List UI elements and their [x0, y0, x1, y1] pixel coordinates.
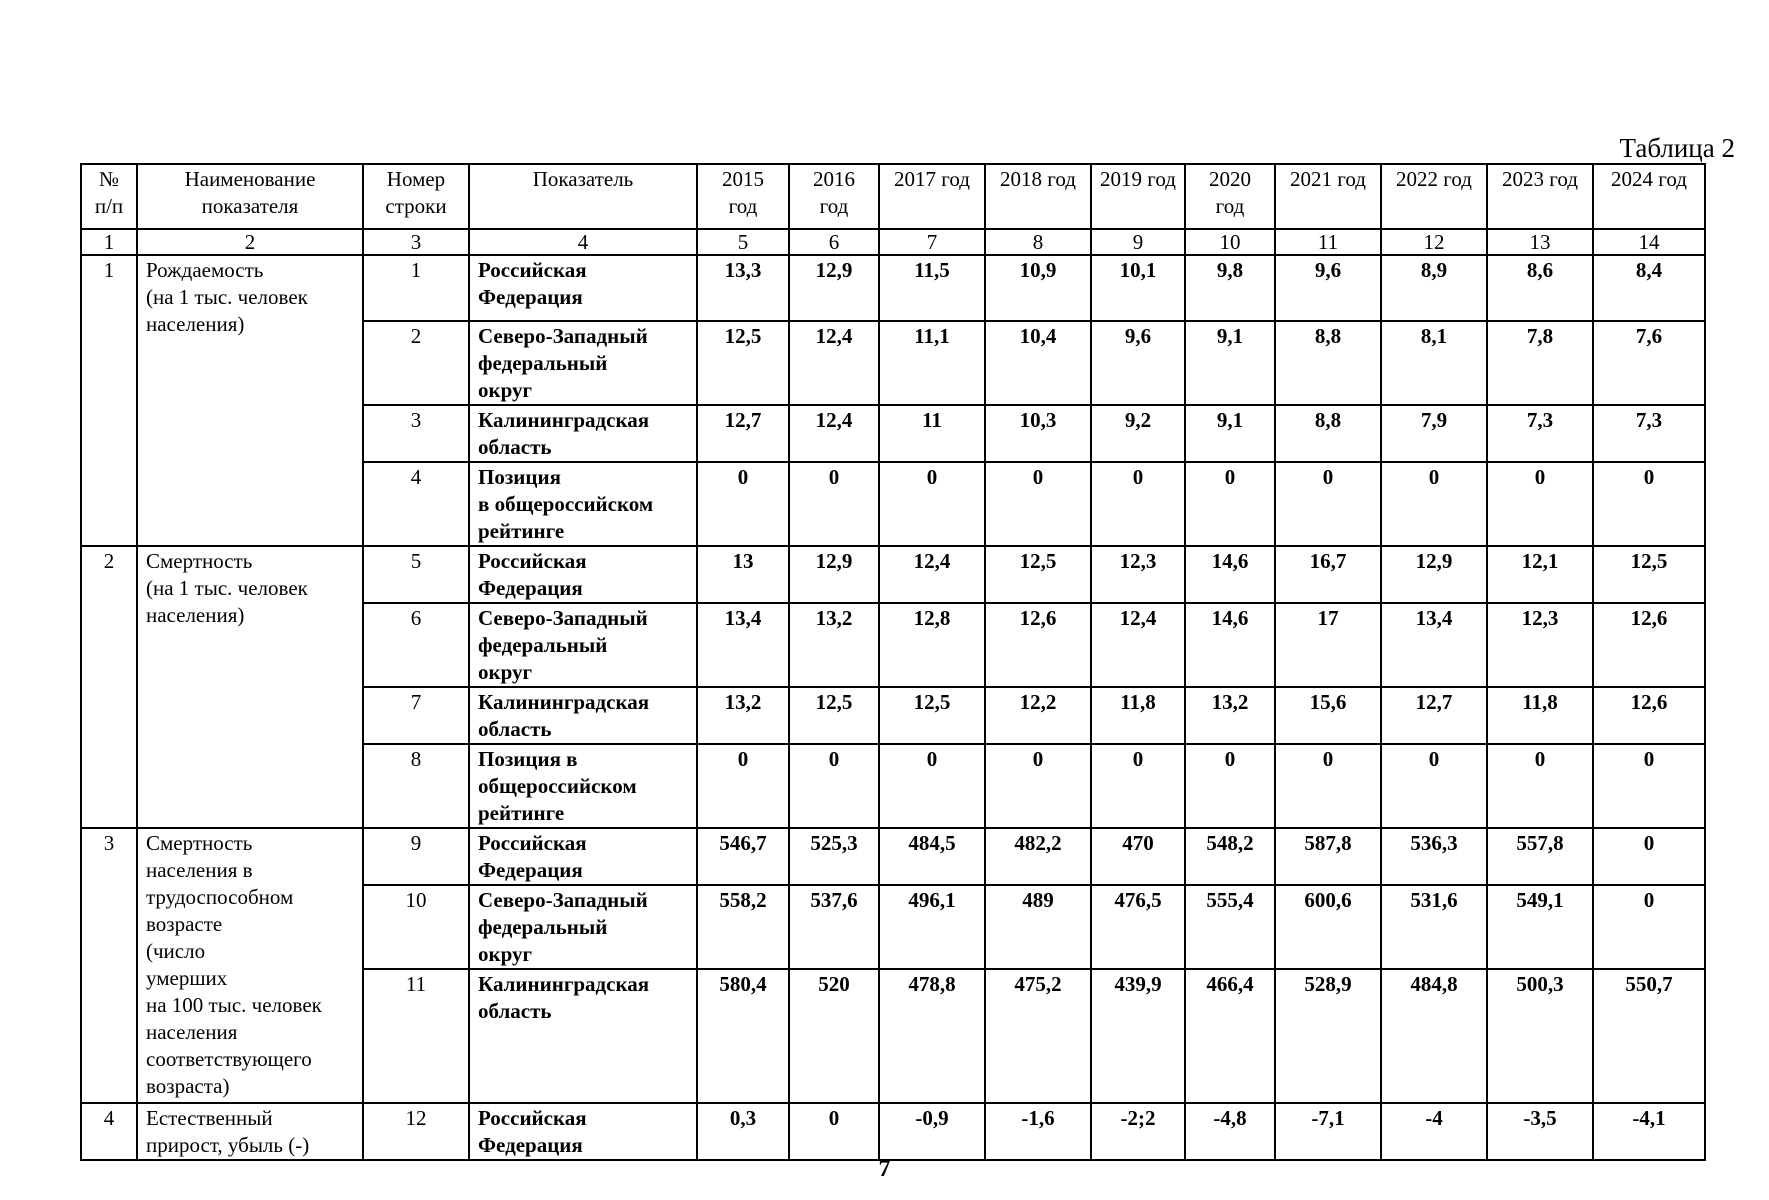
row-number-cell: 6: [363, 603, 469, 687]
group-number-cell: 3: [81, 828, 137, 1103]
row-number-cell: 11: [363, 969, 469, 1103]
value-cell: 9,6: [1091, 321, 1185, 405]
value-cell: 12,4: [1091, 603, 1185, 687]
value-cell: 0: [1487, 744, 1593, 828]
value-cell: 9,1: [1185, 405, 1275, 462]
value-cell: 0: [1185, 462, 1275, 546]
value-cell: 9,6: [1275, 255, 1381, 321]
header-row-number: Номер строки: [363, 164, 469, 229]
value-cell: 14,6: [1185, 603, 1275, 687]
value-cell: 11,8: [1091, 687, 1185, 744]
value-cell: 13,4: [697, 603, 789, 687]
indicator-name-cell: Естественный прирост, убыль (-): [137, 1103, 363, 1160]
value-cell: 12,6: [985, 603, 1091, 687]
page-number: 7: [878, 1156, 891, 1182]
header-name: Наименование показателя: [137, 164, 363, 229]
value-cell: 12,8: [879, 603, 985, 687]
value-cell: 11,5: [879, 255, 985, 321]
column-number: 6: [789, 229, 879, 255]
value-cell: 12,3: [1091, 546, 1185, 603]
column-number: 10: [1185, 229, 1275, 255]
value-cell: 12,6: [1593, 687, 1705, 744]
region-cell: Российская Федерация: [469, 255, 697, 321]
value-cell: 470: [1091, 828, 1185, 885]
value-cell: 13,2: [1185, 687, 1275, 744]
column-number: 8: [985, 229, 1091, 255]
value-cell: 0: [789, 744, 879, 828]
column-number: 13: [1487, 229, 1593, 255]
table-row: [81, 1103, 1705, 1160]
value-cell: 557,8: [1487, 828, 1593, 885]
value-cell: 11,8: [1487, 687, 1593, 744]
value-cell: 475,2: [985, 969, 1091, 1103]
value-cell: 484,8: [1381, 969, 1487, 1103]
region-cell: Российская Федерация: [469, 828, 697, 885]
value-cell: 13,4: [1381, 603, 1487, 687]
value-cell: 7,6: [1593, 321, 1705, 405]
value-cell: 0: [1593, 885, 1705, 969]
header-row: [81, 164, 1705, 229]
region-cell: Позиция в общероссийском рейтинге: [469, 744, 697, 828]
value-cell: 531,6: [1381, 885, 1487, 969]
row-number-cell: 3: [363, 405, 469, 462]
value-cell: 8,1: [1381, 321, 1487, 405]
header-year: 2022 год: [1381, 164, 1487, 229]
header-year: 2023 год: [1487, 164, 1593, 229]
value-cell: 12,3: [1487, 603, 1593, 687]
value-cell: 484,5: [879, 828, 985, 885]
value-cell: 12,7: [1381, 687, 1487, 744]
header-year: 2018 год: [985, 164, 1091, 229]
value-cell: 0: [985, 462, 1091, 546]
value-cell: 17: [1275, 603, 1381, 687]
value-cell: 0: [697, 744, 789, 828]
value-cell: 476,5: [1091, 885, 1185, 969]
value-cell: 8,8: [1275, 321, 1381, 405]
value-cell: 10,1: [1091, 255, 1185, 321]
value-cell: 9,1: [1185, 321, 1275, 405]
column-number: 3: [363, 229, 469, 255]
row-number-cell: 10: [363, 885, 469, 969]
value-cell: 600,6: [1275, 885, 1381, 969]
header-year: 2015 год: [697, 164, 789, 229]
value-cell: 7,3: [1593, 405, 1705, 462]
indicator-name-cell: Рождаемость (на 1 тыс. человек населения): [137, 255, 363, 546]
header-indicator: Показатель: [469, 164, 697, 229]
value-cell: 0: [1487, 462, 1593, 546]
value-cell: 0: [1091, 462, 1185, 546]
value-cell: 0: [1091, 744, 1185, 828]
value-cell: 0: [789, 462, 879, 546]
value-cell: 0: [1381, 744, 1487, 828]
value-cell: 7,9: [1381, 405, 1487, 462]
value-cell: 11: [879, 405, 985, 462]
value-cell: 0: [879, 744, 985, 828]
value-cell: 12,9: [789, 546, 879, 603]
value-cell: 500,3: [1487, 969, 1593, 1103]
value-cell: 15,6: [1275, 687, 1381, 744]
value-cell: 548,2: [1185, 828, 1275, 885]
value-cell: 7,8: [1487, 321, 1593, 405]
value-cell: 12,5: [789, 687, 879, 744]
value-cell: 537,6: [789, 885, 879, 969]
header-year: 2016 год: [789, 164, 879, 229]
value-cell: 12,5: [1593, 546, 1705, 603]
column-number: 14: [1593, 229, 1705, 255]
column-number: 7: [879, 229, 985, 255]
indicator-name-cell: Смертность (на 1 тыс. человек населения): [137, 546, 363, 828]
value-cell: 7,3: [1487, 405, 1593, 462]
value-cell: 478,8: [879, 969, 985, 1103]
header-year: 2024 год: [1593, 164, 1705, 229]
group-number-cell: 1: [81, 255, 137, 546]
value-cell: 12,1: [1487, 546, 1593, 603]
value-cell: 12,5: [879, 687, 985, 744]
region-cell: Северо-Западный федеральный округ: [469, 321, 697, 405]
value-cell: 0: [1593, 744, 1705, 828]
value-cell: 496,1: [879, 885, 985, 969]
region-cell: Российская Федерация: [469, 1103, 697, 1160]
value-cell: 12,7: [697, 405, 789, 462]
value-cell: 12,5: [985, 546, 1091, 603]
value-cell: -0,9: [879, 1103, 985, 1160]
indicator-name-cell: Смертность населения в трудоспособном возрасте (число умерших на 100 тыс. человек населения соответствующего возраста): [137, 828, 363, 1103]
value-cell: 0: [1381, 462, 1487, 546]
value-cell: 12,4: [879, 546, 985, 603]
region-cell: Позиция в общероссийском рейтинге: [469, 462, 697, 546]
value-cell: -3,5: [1487, 1103, 1593, 1160]
header-year: 2020 год: [1185, 164, 1275, 229]
table-row: [81, 255, 1705, 321]
value-cell: 12,4: [789, 321, 879, 405]
column-number: 9: [1091, 229, 1185, 255]
value-cell: -7,1: [1275, 1103, 1381, 1160]
row-number-cell: 2: [363, 321, 469, 405]
value-cell: 0: [1593, 828, 1705, 885]
value-cell: 587,8: [1275, 828, 1381, 885]
value-cell: 8,9: [1381, 255, 1487, 321]
value-cell: 0: [1593, 462, 1705, 546]
row-number-cell: 12: [363, 1103, 469, 1160]
value-cell: 14,6: [1185, 546, 1275, 603]
value-cell: 0: [789, 1103, 879, 1160]
column-number: 11: [1275, 229, 1381, 255]
value-cell: 8,6: [1487, 255, 1593, 321]
table-row: [81, 828, 1705, 885]
row-number-cell: 1: [363, 255, 469, 321]
value-cell: -1,6: [985, 1103, 1091, 1160]
header-year: 2021 год: [1275, 164, 1381, 229]
column-number: 2: [137, 229, 363, 255]
value-cell: 550,7: [1593, 969, 1705, 1103]
value-cell: 525,3: [789, 828, 879, 885]
value-cell: 549,1: [1487, 885, 1593, 969]
value-cell: 16,7: [1275, 546, 1381, 603]
header-num: № п/п: [81, 164, 137, 229]
group-number-cell: 2: [81, 546, 137, 828]
value-cell: 10,4: [985, 321, 1091, 405]
data-table: [80, 163, 1706, 1161]
column-number: 12: [1381, 229, 1487, 255]
row-number-cell: 4: [363, 462, 469, 546]
value-cell: 0: [1275, 744, 1381, 828]
region-cell: Российская Федерация: [469, 546, 697, 603]
value-cell: 482,2: [985, 828, 1091, 885]
row-number-cell: 9: [363, 828, 469, 885]
value-cell: 12,6: [1593, 603, 1705, 687]
column-number: 1: [81, 229, 137, 255]
value-cell: 0: [985, 744, 1091, 828]
region-cell: Северо-Западный федеральный округ: [469, 885, 697, 969]
value-cell: 520: [789, 969, 879, 1103]
value-cell: 558,2: [697, 885, 789, 969]
value-cell: -4,1: [1593, 1103, 1705, 1160]
value-cell: 8,4: [1593, 255, 1705, 321]
value-cell: 10,3: [985, 405, 1091, 462]
row-number-cell: 5: [363, 546, 469, 603]
value-cell: 10,9: [985, 255, 1091, 321]
value-cell: 528,9: [1275, 969, 1381, 1103]
row-number-cell: 7: [363, 687, 469, 744]
value-cell: 11,1: [879, 321, 985, 405]
value-cell: -2;2: [1091, 1103, 1185, 1160]
value-cell: -4: [1381, 1103, 1487, 1160]
value-cell: 555,4: [1185, 885, 1275, 969]
column-number: 4: [469, 229, 697, 255]
value-cell: 13,2: [697, 687, 789, 744]
value-cell: 12,9: [1381, 546, 1487, 603]
table-caption: Таблица 2: [1619, 133, 1735, 163]
value-cell: 0,3: [697, 1103, 789, 1160]
value-cell: 13,3: [697, 255, 789, 321]
value-cell: 489: [985, 885, 1091, 969]
value-cell: 13: [697, 546, 789, 603]
value-cell: 9,2: [1091, 405, 1185, 462]
value-cell: 12,9: [789, 255, 879, 321]
value-cell: 8,8: [1275, 405, 1381, 462]
region-cell: Калининградская область: [469, 405, 697, 462]
region-cell: Северо-Западный федеральный округ: [469, 603, 697, 687]
column-number: 5: [697, 229, 789, 255]
value-cell: 439,9: [1091, 969, 1185, 1103]
table-row: [81, 546, 1705, 603]
column-number-row: [81, 229, 1705, 255]
value-cell: 12,4: [789, 405, 879, 462]
value-cell: 0: [879, 462, 985, 546]
header-year: 2019 год: [1091, 164, 1185, 229]
value-cell: 0: [1275, 462, 1381, 546]
value-cell: 9,8: [1185, 255, 1275, 321]
value-cell: 0: [697, 462, 789, 546]
value-cell: 12,5: [697, 321, 789, 405]
value-cell: 13,2: [789, 603, 879, 687]
row-number-cell: 8: [363, 744, 469, 828]
value-cell: 546,7: [697, 828, 789, 885]
group-number-cell: 4: [81, 1103, 137, 1160]
region-cell: Калининградская область: [469, 687, 697, 744]
value-cell: 0: [1185, 744, 1275, 828]
value-cell: 466,4: [1185, 969, 1275, 1103]
header-year: 2017 год: [879, 164, 985, 229]
value-cell: 580,4: [697, 969, 789, 1103]
value-cell: 536,3: [1381, 828, 1487, 885]
value-cell: 12,2: [985, 687, 1091, 744]
region-cell: Калининградская область: [469, 969, 697, 1103]
value-cell: -4,8: [1185, 1103, 1275, 1160]
